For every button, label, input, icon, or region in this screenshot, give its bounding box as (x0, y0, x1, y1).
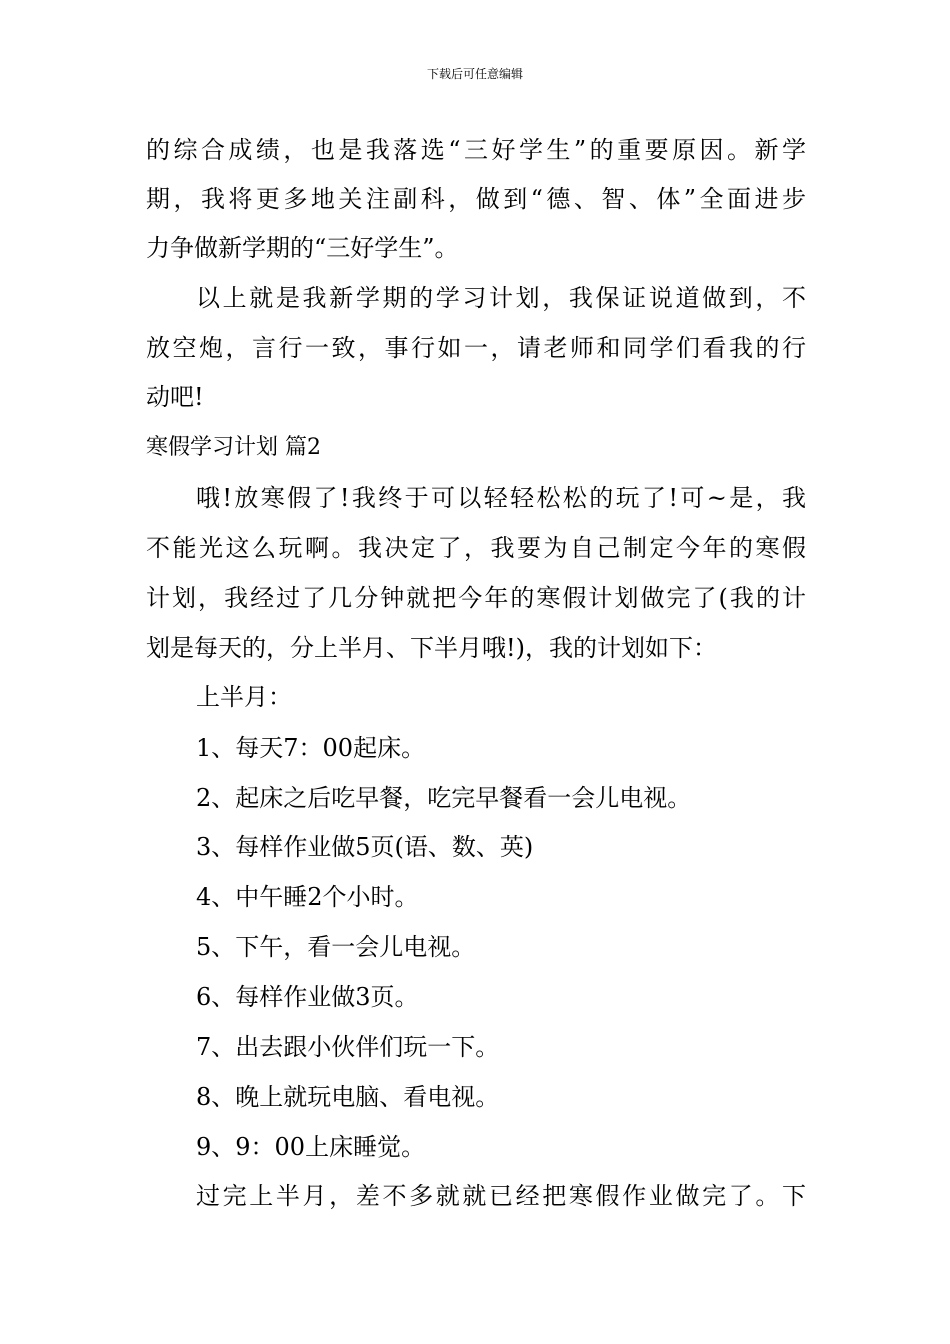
list-item: 8、晚上就玩电脑、看电视。 (196, 1083, 500, 1111)
list-item: 7、出去跟小伙伴们玩一下。 (196, 1033, 500, 1061)
first-half-label: 上半月： (196, 683, 292, 711)
list-item: 4、中午睡2个小时。 (196, 883, 419, 911)
paragraph-line: 放空炮，言行一致，事行如一，请老师和同学们看我的行 (146, 334, 806, 362)
paragraph-line: 哦!放寒假了!我终于可以轻轻松松的玩了!可~是，我 (196, 484, 806, 512)
page-header-note: 下载后可任意编辑 (426, 67, 523, 81)
paragraph-line: 力争做新学期的“三好学生”。 (146, 234, 459, 262)
paragraph-line: 不能光这么玩啊。我决定了，我要为自己制定今年的寒假 (146, 534, 806, 562)
paragraph-line: 以上就是我新学期的学习计划，我保证说道做到，不 (196, 284, 806, 312)
paragraph-line: 划是每天的，分上半月、下半月哦!)，我的计划如下： (146, 634, 718, 662)
list-item: 3、每样作业做5页(语、数、英) (196, 833, 534, 861)
paragraph-line: 动吧! (146, 383, 204, 411)
list-item: 9、9：00上床睡觉。 (196, 1133, 426, 1161)
paragraph-line: 计划，我经过了几分钟就把今年的寒假计划做完了(我的计 (146, 584, 806, 612)
paragraph-line: 期，我将更多地关注副科，做到“德、智、体”全面进步 (146, 185, 806, 213)
paragraph-line: 的综合成绩，也是我落选“三好学生”的重要原因。新学 (146, 136, 806, 164)
list-item: 5、下午，看一会儿电视。 (196, 933, 476, 961)
list-item: 2、起床之后吃早餐，吃完早餐看一会儿电视。 (196, 784, 692, 812)
section-heading: 寒假学习计划 篇2 (146, 435, 321, 460)
paragraph-line: 过完上半月，差不多就就已经把寒假作业做完了。下 (196, 1182, 806, 1210)
list-item: 6、每样作业做3页。 (196, 983, 419, 1011)
list-item: 1、每天7：00起床。 (196, 734, 426, 762)
